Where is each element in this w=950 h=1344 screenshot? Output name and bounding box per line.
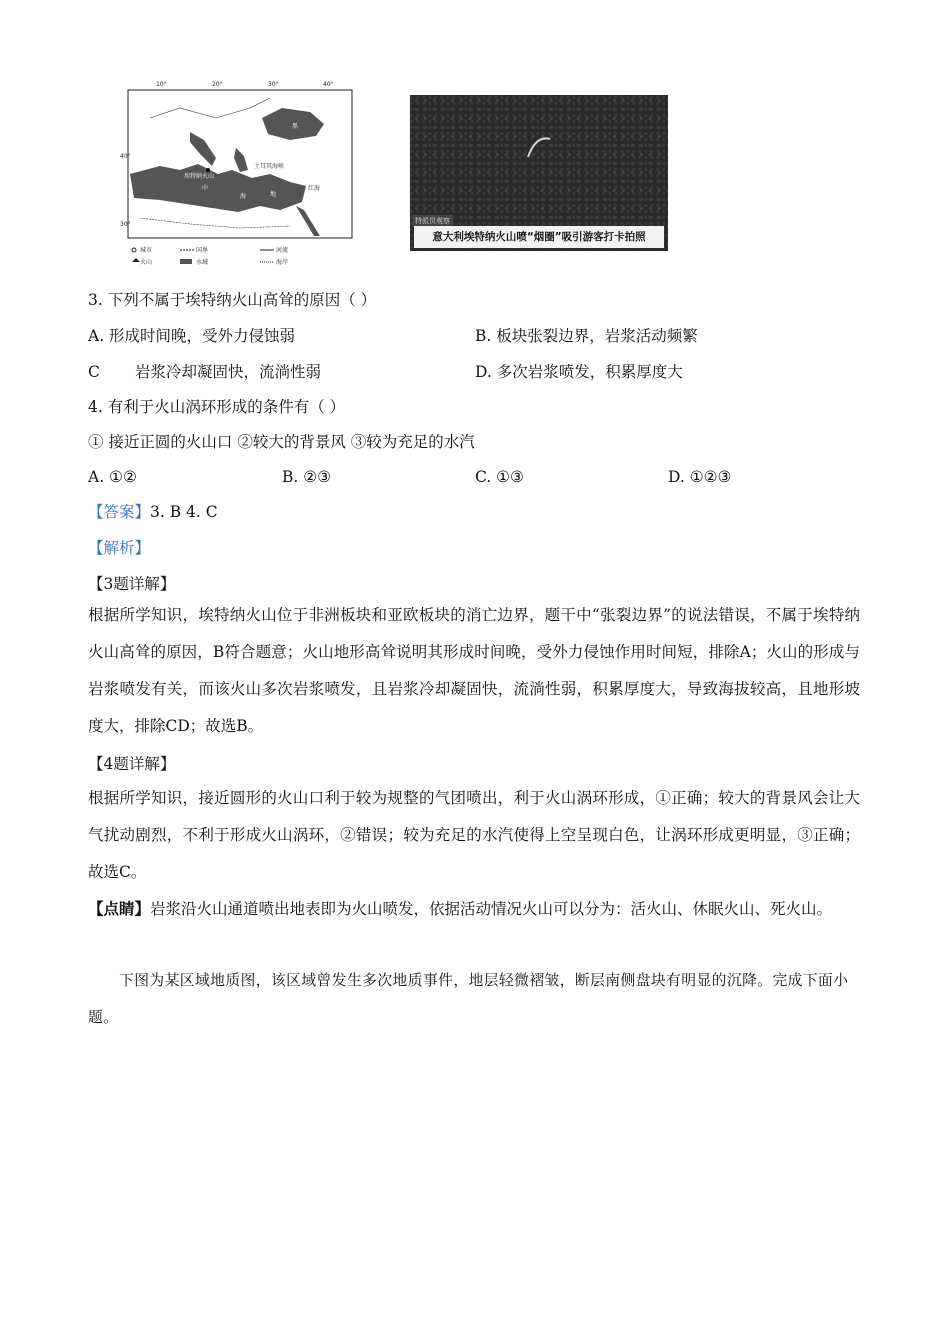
q3-option-a: A. 形成时间晚，受外力侵蚀弱 — [88, 327, 296, 345]
lon-label: 40° — [323, 81, 334, 88]
question-3-stem: 3. 下列不属于埃特纳火山高耸的原因（ ） — [88, 291, 377, 309]
place-label: 黑 — [292, 123, 299, 130]
q3-option-d: D. 多次岩浆喷发，积累厚度大 — [475, 363, 683, 381]
comment-text: 岩浆沿火山通道喷出地表即为火山喷发，依据活动情况火山可以分为：活火山、休眠火山、死火山。 — [150, 900, 833, 918]
volcano-photo — [410, 95, 668, 251]
detail-3-label: 【3题详解】 — [88, 575, 176, 593]
place-label: 红海 — [308, 185, 321, 192]
q4-option-b: B. ②③ — [282, 468, 332, 486]
comment-label: 【点睛】 — [88, 899, 151, 918]
next-question-intro: 下图为某区域地质图，该区域曾发生多次地质事件，地层轻微褶皱，断层南侧盘块有明显的沉降。完成下面小题。 — [88, 972, 849, 1026]
legend-item: 火山 — [140, 259, 153, 266]
answer-text: 3. B 4. C — [150, 503, 218, 521]
analysis-label: 【解析】 — [88, 539, 151, 557]
answer-label: 【答案】 — [88, 503, 151, 521]
legend-item: 国界 — [196, 247, 209, 254]
legend-item: 水域 — [196, 259, 209, 266]
place-label: 埃特纳火山 — [184, 173, 215, 180]
place-label: 中 — [202, 185, 209, 192]
detail-4-text: 根据所学知识，接近圆形的火山口利于较为规整的气团喷出，利于火山涡环形成，①正确；较大的背景风会让大气扰动剧烈，不利于形成火山涡环，②错误；较为充足的水汽使得上空呈现白色，让涡环形成更明显，③正确；故选C。 — [88, 789, 860, 881]
q3-option-c: 岩浆冷却凝固快，流淌性弱 — [135, 363, 322, 381]
place-label: 土耳其海峡 — [254, 163, 285, 170]
detail-4-label: 【4题详解】 — [88, 755, 176, 773]
volcano-marker — [206, 168, 210, 172]
place-label: 海 — [240, 193, 247, 200]
q4-conditions: ① 接近正圆的火山口 ②较大的背景风 ③较为充足的水汽 — [88, 433, 475, 451]
legend-item: 海岸 — [276, 259, 289, 266]
q4-option-c: C. ①③ — [475, 468, 524, 486]
comment-block — [88, 890, 860, 928]
legend-item: 城市 — [140, 247, 153, 254]
lat-label: 40° — [120, 153, 131, 160]
lon-label: 10° — [156, 81, 167, 88]
place-label: 地 — [270, 191, 277, 198]
answer-line — [88, 501, 218, 523]
photo-badge: 特派员观察 — [412, 215, 453, 227]
q3-option-c-letter: C — [88, 363, 100, 381]
lon-label: 20° — [212, 81, 223, 88]
question-4-stem: 4. 有利于火山涡环形成的条件有（ ） — [88, 398, 346, 416]
legend-item: 河流 — [276, 247, 289, 254]
lon-label: 30° — [268, 81, 279, 88]
map-figure — [120, 78, 356, 270]
photo-caption: 意大利埃特纳火山喷“烟圈”吸引游客打卡拍照 — [414, 226, 664, 248]
q4-option-d: D. ①②③ — [668, 468, 732, 486]
q3-option-b: B. 板块张裂边界，岩浆活动频繁 — [475, 327, 698, 345]
mediterranean-map — [120, 78, 356, 270]
q4-option-a: A. ①② — [88, 468, 137, 486]
lat-label: 30° — [120, 221, 131, 228]
detail-3-text: 根据所学知识，埃特纳火山位于非洲板块和亚欧板块的消亡边界，题干中“张裂边界”的说法错误，不属于埃特纳火山高耸的原因，B符合题意；火山地形高耸说明其形成时间晚，受外力侵蚀作用时间短，排除A；火山的形成与岩浆喷发有关，而该火山多次岩浆喷发，且岩浆冷却凝固快，流淌性弱，积累厚度大，导致海拔较高，且地形坡度大，排除CD；故选B。 — [88, 606, 860, 735]
